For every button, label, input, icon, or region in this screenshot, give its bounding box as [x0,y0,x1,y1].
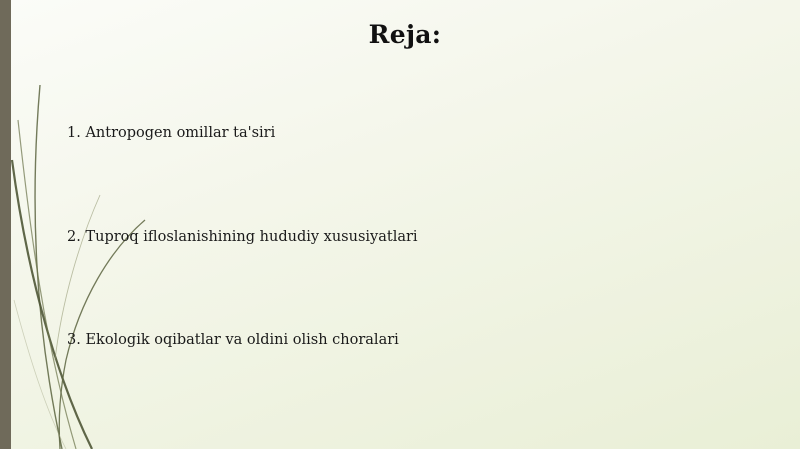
grass-stems-decoration [0,0,160,449]
list-item: 3. Ekologik oqibatlar va oldini olish choralari [67,332,399,348]
list-item: 2. Tuproq ifloslanishining hududiy xususiyatlari [67,229,418,245]
slide-title: Reja: [368,20,442,49]
list-item: 1. Antropogen omillar ta'siri [67,125,276,141]
